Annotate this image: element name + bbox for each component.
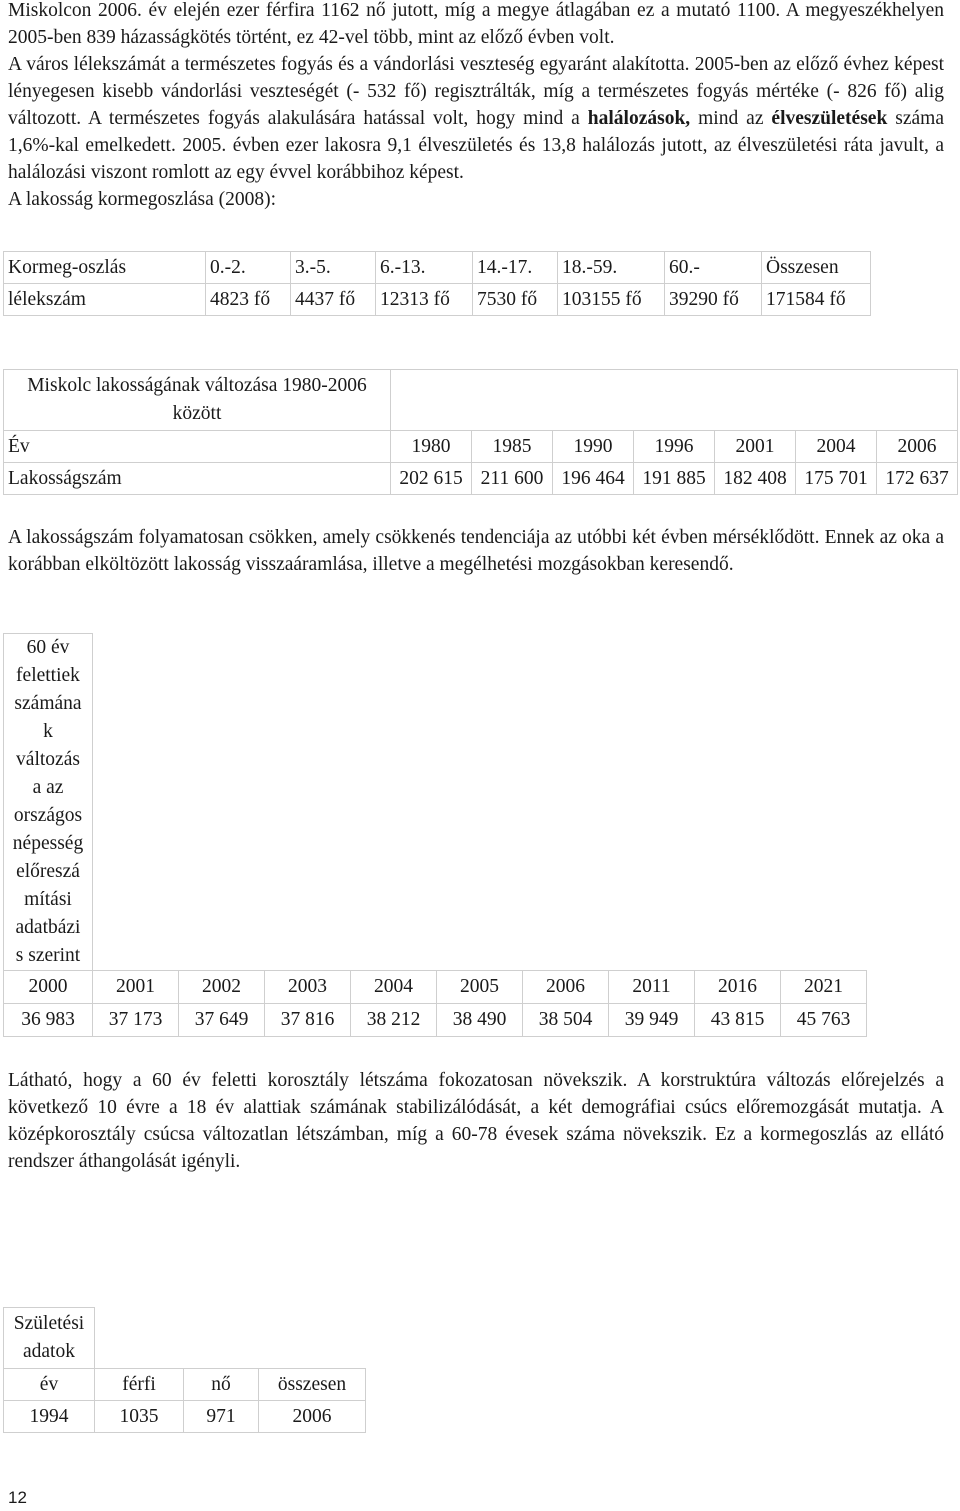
age-structure-text <box>8 1067 944 1175</box>
age-header-cell: 18.-59. <box>558 252 665 284</box>
table-row <box>4 284 871 316</box>
bold-halalozasok: halálozások, <box>587 108 691 129</box>
over60-value-cell: 39 949 <box>609 1004 695 1037</box>
birth-header-cell: év <box>4 1369 95 1401</box>
paragraph-2: A lakosságszám folyamatosan csökken, amely csökkenés tendenciája az utóbbi két évben mérséklődött. Ennek az oka a korábban elköltözött lakosság visszaáramlása, illetve a megélhetési mozgásokban keresendő. <box>8 527 944 575</box>
over60-value-cell: 45 763 <box>781 1004 867 1037</box>
birth-title-line: adatok <box>23 1341 75 1362</box>
year-cell: 2006 <box>877 431 958 463</box>
table-row <box>4 252 871 284</box>
birth-value-cell: 1035 <box>95 1401 184 1433</box>
over60-value-cell: 43 815 <box>695 1004 781 1037</box>
age-header-cell: 3.-5. <box>291 252 376 284</box>
over60-value-cell: 37 816 <box>265 1004 351 1037</box>
over60-year-cell: 2004 <box>351 971 437 1004</box>
year-label: Év <box>4 431 391 463</box>
over60-title-line: a az <box>32 777 64 798</box>
over60-year-cell: 2021 <box>781 971 867 1004</box>
over60-title-line: országos <box>13 805 83 826</box>
paragraph-3: Látható, hogy a 60 év feletti korosztály létszáma fokozatosan növekszik. A korstruktúra változás előrejelzés a következő 10 évre a 18 év alattiak számának stabilizálódását, a két demográfiai csúcs előremozgását mutatja. A középkorosztály csúcsa változatlan létszámban, míg a 60-78 évesek száma növekszik. Ez a kormegoszlás az ellátó rendszer áthangolását igényli. <box>8 1070 944 1172</box>
birth-header-cell: nő <box>184 1369 259 1401</box>
age-value-cell: 4437 fő <box>291 284 376 316</box>
over60-title-line: mítási <box>24 889 72 910</box>
age-row-label: lélekszám <box>4 284 206 316</box>
over60-value-cell: 38 212 <box>351 1004 437 1037</box>
birth-value-cell: 2006 <box>259 1401 366 1433</box>
over60-value-cell: 37 173 <box>93 1004 179 1037</box>
over60-value-cell: 38 490 <box>437 1004 523 1037</box>
page-number: 12 <box>8 1488 27 1507</box>
population-value-cell: 211 600 <box>472 463 553 495</box>
age-value-cell: 4823 fő <box>206 284 291 316</box>
birth-header-cell: férfi <box>95 1369 184 1401</box>
over60-title-line: adatbázi <box>15 917 81 938</box>
population-value-cell: 191 885 <box>634 463 715 495</box>
year-cell: 2004 <box>796 431 877 463</box>
population-trend-text <box>8 524 944 578</box>
over60-title-line: s szerint <box>15 945 81 966</box>
birth-table-title <box>4 1308 95 1369</box>
over60-value-cell: 36 983 <box>4 1004 93 1037</box>
age-value-cell: 103155 fő <box>558 284 665 316</box>
age-header-cell: 0.-2. <box>206 252 291 284</box>
age-value-cell: 39290 fő <box>665 284 762 316</box>
year-cell: 1980 <box>391 431 472 463</box>
age-value-cell: 12313 fő <box>376 284 473 316</box>
birth-header-cell: összesen <box>259 1369 366 1401</box>
age-header-cell: Összesen <box>762 252 871 284</box>
age-header-cell: 60.- <box>665 252 762 284</box>
age-distribution-table <box>3 251 871 316</box>
population-table-title: Miskolc lakosságának változása 1980-2006 között <box>4 370 391 431</box>
year-cell: 1996 <box>634 431 715 463</box>
age-header-cell: 6.-13. <box>376 252 473 284</box>
over60-title-line: számána <box>14 693 82 714</box>
over60-year-cell: 2000 <box>4 971 93 1004</box>
over60-value-cell: 38 504 <box>523 1004 609 1037</box>
over60-year-cell: 2006 <box>523 971 609 1004</box>
population-table <box>3 369 958 495</box>
over60-value-cell: 37 649 <box>179 1004 265 1037</box>
population-value-cell: 202 615 <box>391 463 472 495</box>
age-value-cell: 7530 fő <box>473 284 558 316</box>
birth-value-cell: 971 <box>184 1401 259 1433</box>
population-label: Lakosságszám <box>4 463 391 495</box>
age-value-cell: 171584 fő <box>762 284 871 316</box>
over60-year-cell: 2005 <box>437 971 523 1004</box>
year-cell: 1985 <box>472 431 553 463</box>
population-value-cell: 172 637 <box>877 463 958 495</box>
population-value-cell: 175 701 <box>796 463 877 495</box>
age-header-label: Kormeg-oszlás <box>4 252 206 284</box>
over60-table-title <box>4 634 93 971</box>
title-filler <box>391 370 958 431</box>
year-cell: 2001 <box>715 431 796 463</box>
population-value-cell: 182 408 <box>715 463 796 495</box>
over60-year-cell: 2011 <box>609 971 695 1004</box>
over60-title-line: előreszá <box>16 861 80 882</box>
over60-year-cell: 2003 <box>265 971 351 1004</box>
year-cell: 1990 <box>553 431 634 463</box>
over60-year-cell: 2001 <box>93 971 179 1004</box>
population-value-cell: 196 464 <box>553 463 634 495</box>
bold-elveszuletesek: élveszületések <box>771 108 888 129</box>
over60-year-cell: 2002 <box>179 971 265 1004</box>
age-header-cell: 14.-17. <box>473 252 558 284</box>
over60-title-line: felettiek <box>16 665 80 686</box>
over60-title-line: népesség <box>12 833 84 854</box>
over60-title-line: változás <box>16 749 80 770</box>
over60-title-line: 60 év <box>26 637 70 658</box>
birth-data-table <box>3 1307 366 1433</box>
age-table-caption: A lakosság kormegoszlása (2008): <box>8 189 277 210</box>
over60-year-cell: 2016 <box>695 971 781 1004</box>
intro-paragraph-1: Miskolcon 2006. év elején ezer férfira 1162 nő jutott, míg a megye átlagában ez a mutató 1100. A megyeszékhelyen 2005-ben 839 házasságkötés történt, ez 42-vel több, mint az előző évben volt. <box>8 0 944 48</box>
over60-title-line: k <box>43 721 53 742</box>
birth-title-line: Születési <box>13 1313 85 1334</box>
intro-text <box>8 0 944 213</box>
birth-value-cell: 1994 <box>4 1401 95 1433</box>
intro-paragraph-2: A város lélekszámát a természetes fogyás és a vándorlási veszteség egyaránt alakította. 2005-ben az előző évhez képest lényegesen kisebb vándorlási veszteségét (- 532 fő) regisztrálták, míg a természetes fogyás mértéke (- 826 fő) alig változott. A természetes fogyás alakulására hatással volt, hogy mind a halálozások, mind az élveszületések száma 1,6%-kal emelkedett. 2005. évben ezer lakosra 9,1 élveszületés és 13,8 halálozás jutott, az élveszületési ráta javult, a halálozási viszont romlott az egy évvel korábbihoz képest. <box>8 54 944 183</box>
over60-table <box>3 633 867 1037</box>
